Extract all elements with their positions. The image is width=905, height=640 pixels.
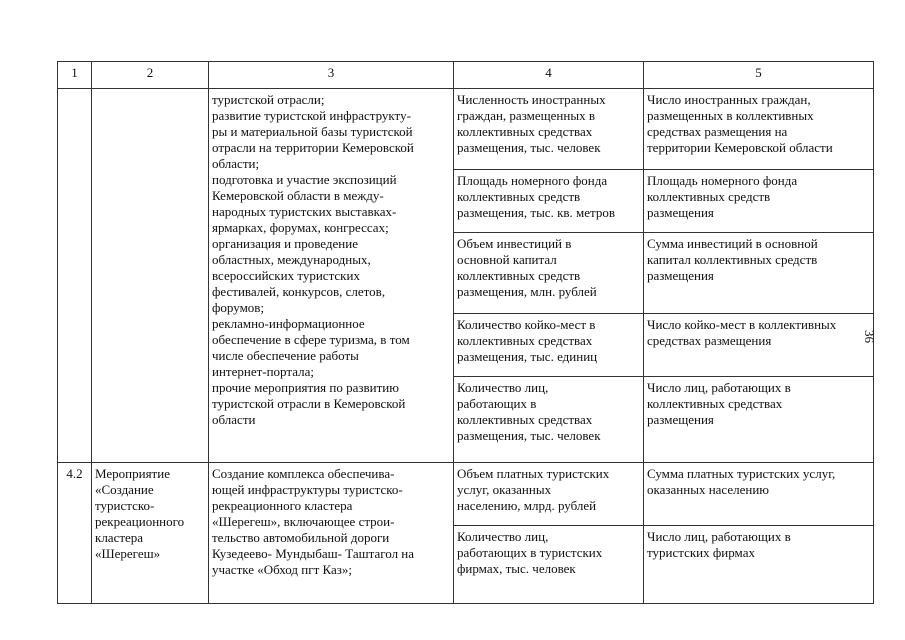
column-number-4: 4	[454, 62, 644, 89]
column-number-5: 5	[644, 62, 874, 89]
event-name-cell: Мероприятие «Создание туристско- рекреационного кластера «Шерегеш»	[92, 463, 209, 604]
indicator-method: Число лиц, работающих в коллективных средствах размещения	[644, 377, 874, 463]
column-number-2: 2	[92, 62, 209, 89]
event-description: Создание комплекса обеспечива- ющей инфраструктуры туристско- рекреационного кластера «Шерегеш», включающее строи- тельство автомобильной дороги Кузедеево- Мундыбаш- Таштагол на участке «Обход пгт Каз»;	[209, 463, 454, 604]
column-number-1: 1	[58, 62, 92, 89]
indicator-name: Объем платных туристских услуг, оказанных населению, млрд. рублей	[454, 463, 644, 526]
table-row	[58, 463, 874, 526]
program-indicators-table	[57, 61, 874, 604]
item-number-cell	[58, 89, 92, 463]
indicator-method: Число лиц, работающих в туристских фирмах	[644, 526, 874, 604]
indicator-name: Численность иностранных граждан, размещенных в коллективных средствах размещения, тыс. человек	[454, 89, 644, 170]
event-description: туристской отрасли; развитие туристской инфраструкту- ры и материальной базы туристской отрасли на территории Кемеровской области; подготовка и участие экспозиций Кемеровской области в между- народных туристских выставках- ярмарках, форумах, конгрессах; организация и проведение областных, международных, всероссийских туристских фестивалей, конкурсов, слетов, форумов; рекламно-информационное обеспечение в сфере туризма, в том числе обеспечение работы интернет-портала; прочие мероприятия по развитию туристской отрасли в Кемеровской области	[209, 89, 454, 463]
indicator-method: Сумма инвестиций в основной капитал коллективных средств размещения	[644, 233, 874, 314]
indicator-name: Объем инвестиций в основной капитал коллективных средств размещения, млн. рублей	[454, 233, 644, 314]
indicator-name: Площадь номерного фонда коллективных средств размещения, тыс. кв. метров	[454, 170, 644, 233]
indicator-method: Сумма платных туристских услуг, оказанных населению	[644, 463, 874, 526]
indicator-name: Количество лиц, работающих в туристских фирмах, тыс. человек	[454, 526, 644, 604]
indicator-method: Число иностранных граждан, размещенных в коллективных средствах размещения на территории Кемеровской области	[644, 89, 874, 170]
column-number-3: 3	[209, 62, 454, 89]
item-number-cell: 4.2	[58, 463, 92, 604]
indicator-name: Количество койко-мест в коллективных средствах размещения, тыс. единиц	[454, 314, 644, 377]
page-number: 36	[862, 330, 877, 343]
column-numbers-row	[58, 62, 874, 89]
indicator-method: Число койко-мест в коллективных средствах размещения	[644, 314, 874, 377]
indicator-method: Площадь номерного фонда коллективных средств размещения	[644, 170, 874, 233]
table-row	[58, 89, 874, 170]
indicator-name: Количество лиц, работающих в коллективных средствах размещения, тыс. человек	[454, 377, 644, 463]
event-name-cell	[92, 89, 209, 463]
